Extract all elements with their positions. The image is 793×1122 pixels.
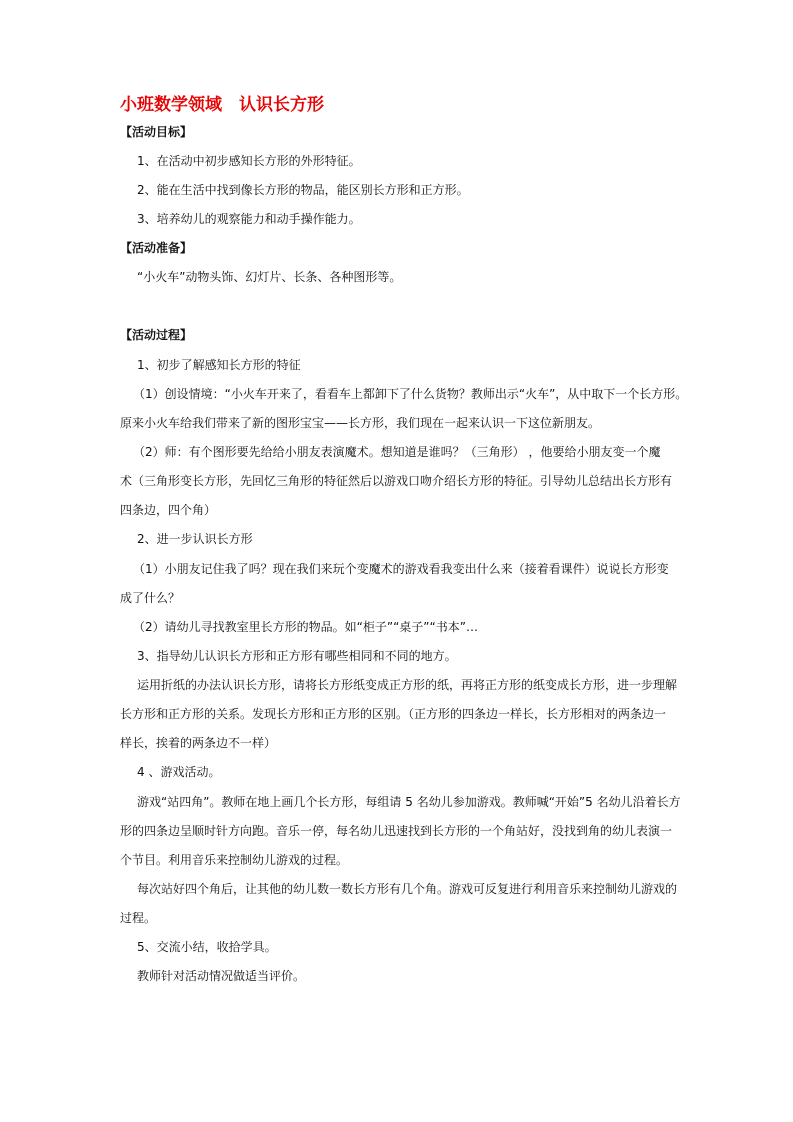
goal-item: 2、能在生活中找到像长方形的物品，能区别长方形和正方形。: [137, 183, 469, 197]
process-line: 4 、游戏活动。: [137, 765, 221, 779]
process-line: 教师针对活动情况做适当评价。: [137, 969, 306, 983]
process-line: 术（三角形变长方形，先回忆三角形的特征然后以游戏口吻介绍长方形的特征。引导幼儿总结出长方形有: [120, 474, 673, 488]
goals-heading: 【活动目标】: [120, 125, 193, 139]
process-line: 成了什么？: [120, 591, 181, 605]
process-line: 5、交流小结，收拾学具。: [137, 940, 277, 954]
process-line: 运用折纸的办法认识长方形，请将长方形纸变成正方形的纸，再将正方形的纸变成长方形，进一步理解: [137, 678, 678, 692]
goal-item: 1、在活动中初步感知长方形的外形特征。: [137, 154, 361, 168]
process-line: 游戏“站四角”。教师在地上画几个长方形，每组请 5 名幼儿参加游戏。教师喊“开始”5 名幼儿沿着长方: [137, 795, 681, 809]
process-line: 个节目。利用音乐来控制幼儿游戏的过程。: [120, 853, 349, 867]
process-line: 样长，挨着的两条边不一样）: [120, 736, 277, 750]
process-line: 2、进一步认识长方形: [137, 532, 253, 546]
process-line: 四条边，四个角）: [120, 503, 217, 517]
process-line: 过程。: [120, 911, 157, 925]
document-title: 小班数学领域 认识长方形: [120, 95, 324, 115]
process-line: 形的四条边呈顺时针方向跑。音乐一停，每名幼儿迅速找到长方形的一个角站好，没找到角的幼儿表演一: [120, 824, 673, 838]
process-line: （2）请幼儿寻找教室里长方形的物品。如“柜子”“桌子”“书本”…: [133, 620, 478, 634]
process-line: （1）创设情境：“小火车开来了，看看车上都卸下了什么货物？教师出示“火车”，从中取下一个长方形。: [133, 387, 688, 401]
prep-heading: 【活动准备】: [120, 241, 193, 255]
process-line: 每次站好四个角后，让其他的幼儿数一数长方形有几个角。游戏可反复进行利用音乐来控制幼儿游戏的: [137, 882, 678, 896]
process-line: 原来小火车给我们带来了新的图形宝宝——长方形，我们现在一起来认识一下这位新朋友。: [120, 416, 601, 430]
process-line: 1、初步了解感知长方形的特征: [137, 358, 301, 372]
prep-text: “小火车”动物头饰、幻灯片、长条、各种图形等。: [137, 270, 402, 284]
process-line: （1）小朋友记住我了吗？现在我们来玩个变魔术的游戏看我变出什么来（接着看课件）说说长方形变: [133, 562, 669, 576]
process-heading: 【活动过程】: [120, 328, 193, 342]
process-line: 长方形和正方形的关系。发现长方形和正方形的区别。（正方形的四条边一样长，长方形相对的两条边一: [120, 707, 667, 721]
goal-item: 3、培养幼儿的观察能力和动手操作能力。: [137, 212, 361, 226]
process-line: 3、指导幼儿认识长方形和正方形有哪些相同和不同的地方。: [137, 649, 457, 663]
process-line: （2）师：有个图形要先给给小朋友表演魔术。想知道是谁吗？（三角形） ，他要给小朋友变一个魔: [133, 445, 661, 459]
